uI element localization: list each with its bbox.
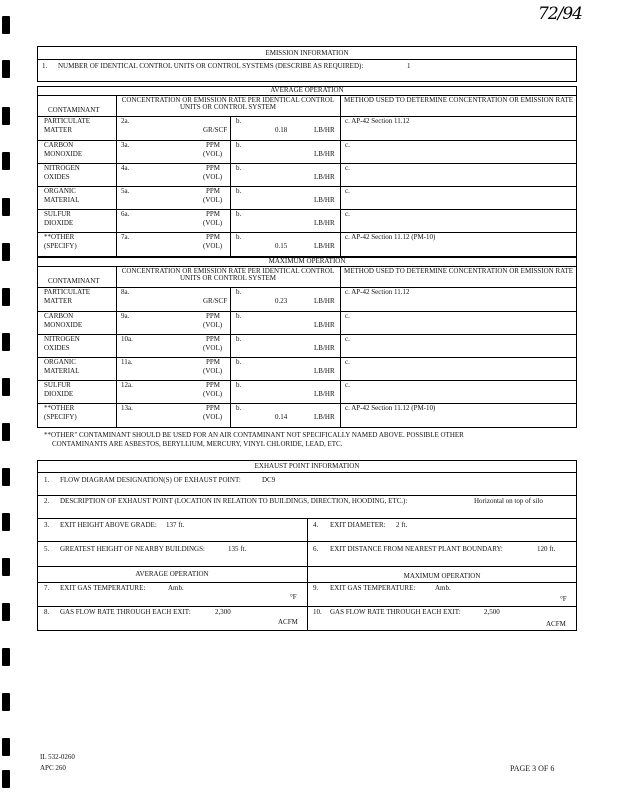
maximum-concentration-item: 8a. xyxy=(121,288,130,296)
average-emission-rate-item: b. xyxy=(236,233,242,241)
average-emission-rate-unit: LB/HR xyxy=(314,196,335,204)
average-concentration-item: 5a. xyxy=(121,187,130,195)
exhaust-q5-num: 5. xyxy=(44,545,50,553)
average-emission-rate-unit: LB/HR xyxy=(314,242,335,250)
binder-mark xyxy=(2,770,10,788)
exhaust-q4-label: EXIT DIAMETER: xyxy=(330,521,386,529)
average-contaminant-line2: MONOXIDE xyxy=(44,150,83,158)
binder-mark xyxy=(2,107,10,125)
maximum-contaminant-line1: **OTHER xyxy=(44,404,75,412)
average-method-text[interactable]: c. xyxy=(345,141,350,149)
exhaust-q3-value[interactable]: 137 ft. xyxy=(166,521,185,529)
emission-q1-label: NUMBER OF IDENTICAL CONTROL UNITS OR CONTROL SYSTEMS (DESCRIBE AS REQUIRED): xyxy=(58,62,364,70)
average-emission-rate-unit: LB/HR xyxy=(314,219,335,227)
binder-mark xyxy=(2,333,10,351)
exhaust-q1-num: 1. xyxy=(44,476,50,484)
average-title: AVERAGE OPERATION xyxy=(270,86,344,94)
average-concentration-item: 7a. xyxy=(121,233,130,241)
average-contaminant-line1: SULFUR xyxy=(44,210,71,218)
average-emission-rate-unit: LB/HR xyxy=(314,150,335,158)
maximum-concentration-unit-line2: GR/SCF xyxy=(203,297,228,305)
average-concentration-item: 4a. xyxy=(121,164,130,172)
exhaust-q9-num: 9. xyxy=(313,584,319,592)
exhaust-q10-num: 10. xyxy=(313,608,322,616)
maximum-emission-rate-item: b. xyxy=(236,404,242,412)
maximum-col-contaminant: CONTAMINANT xyxy=(48,277,100,285)
maximum-concentration-unit-line1: PPM xyxy=(206,381,221,389)
handwritten-page-note: 72/94 xyxy=(538,4,582,24)
binder-mark xyxy=(2,693,10,711)
binder-mark xyxy=(2,468,10,486)
binder-mark xyxy=(2,603,10,621)
binder-mark xyxy=(2,738,10,756)
average-contaminant-line1: NITROGEN xyxy=(44,164,80,172)
average-concentration-unit-line2: (VOL) xyxy=(203,242,223,250)
exhaust-q10-value[interactable]: 2,500 xyxy=(484,608,500,616)
average-method-text[interactable]: c. xyxy=(345,187,350,195)
maximum-method-text[interactable]: c. xyxy=(345,358,350,366)
average-contaminant-line1: CARBON xyxy=(44,141,74,149)
average-contaminant-line1: PARTICULATE xyxy=(44,117,90,125)
exhaust-q3-label: EXIT HEIGHT ABOVE GRADE: xyxy=(60,521,157,529)
maximum-concentration-unit-line1: PPM xyxy=(206,335,221,343)
average-concentration-unit-line2: (VOL) xyxy=(203,173,223,181)
maximum-emission-rate-unit: LB/HR xyxy=(314,390,335,398)
exhaust-q5-value[interactable]: 135 ft. xyxy=(228,545,247,553)
maximum-col-method: METHOD USED TO DETERMINE CONCENTRATION OR EMISSION RATE xyxy=(344,267,573,275)
exhaust-q4-num: 4. xyxy=(313,521,319,529)
maximum-concentration-unit-line2: (VOL) xyxy=(203,344,223,352)
average-contaminant-line2: DIOXIDE xyxy=(44,219,74,227)
maximum-method-text[interactable]: c. xyxy=(345,312,350,320)
average-emission-rate-unit: LB/HR xyxy=(314,126,335,134)
exhaust-q7-label: EXIT GAS TEMPERATURE: xyxy=(60,584,146,592)
maximum-method-text[interactable]: c. xyxy=(345,335,350,343)
average-col-method: METHOD USED TO DETERMINE CONCENTRATION OR EMISSION RATE xyxy=(344,96,573,104)
binder-mark xyxy=(2,198,10,216)
exhaust-title: EXHAUST POINT INFORMATION xyxy=(254,462,360,470)
binder-mark xyxy=(2,16,10,34)
maximum-concentration-unit-line2: (VOL) xyxy=(203,367,223,375)
maximum-col-concentration: CONCENTRATION OR EMISSION RATE PER IDENTICAL CONTROL UNITS OR CONTROL SYSTEM xyxy=(121,267,335,283)
maximum-concentration-unit-line2: (VOL) xyxy=(203,413,223,421)
emission-q1-num: 1. xyxy=(42,62,48,70)
average-concentration-unit-line1: PPM xyxy=(206,164,221,172)
average-concentration-unit-line1: PPM xyxy=(206,141,221,149)
maximum-method-text[interactable]: c. AP-42 Section 11.12 (PM-10) xyxy=(345,404,436,412)
average-concentration-item: 6a. xyxy=(121,210,130,218)
average-contaminant-line2: MATTER xyxy=(44,126,72,134)
maximum-emission-rate-item: b. xyxy=(236,312,242,320)
exhaust-q8-unit: ACFM xyxy=(278,618,298,626)
maximum-emission-rate-value[interactable]: 0.14 xyxy=(275,413,288,421)
average-col-contaminant: CONTAMINANT xyxy=(48,106,100,114)
maximum-concentration-item: 11a. xyxy=(121,358,133,366)
exhaust-q6-num: 6. xyxy=(313,545,319,553)
average-method-text[interactable]: c. xyxy=(345,164,350,172)
maximum-contaminant-line2: (SPECIFY) xyxy=(44,413,77,421)
average-emission-rate-unit: LB/HR xyxy=(314,173,335,181)
maximum-emission-rate-item: b. xyxy=(236,381,242,389)
average-concentration-unit-line2: (VOL) xyxy=(203,219,223,227)
exhaust-q6-label: EXIT DISTANCE FROM NEAREST PLANT BOUNDARY: xyxy=(330,545,503,553)
maximum-contaminant-line1: ORGANIC xyxy=(44,358,76,366)
binder-mark xyxy=(2,288,10,306)
average-contaminant-line2: OXIDES xyxy=(44,173,70,181)
maximum-emission-rate-unit: LB/HR xyxy=(314,297,335,305)
maximum-contaminant-line1: NITROGEN xyxy=(44,335,80,343)
exhaust-q10-unit: ACFM xyxy=(546,620,566,628)
maximum-concentration-unit-line2: (VOL) xyxy=(203,390,223,398)
exhaust-q6-value[interactable]: 120 ft. xyxy=(537,545,556,553)
maximum-emission-rate-unit: LB/HR xyxy=(314,367,335,375)
exhaust-q8-num: 8. xyxy=(44,608,50,616)
average-concentration-unit-line1: PPM xyxy=(206,210,221,218)
maximum-method-text[interactable]: c. xyxy=(345,381,350,389)
average-concentration-unit-line1: PPM xyxy=(206,233,221,241)
average-concentration-unit-line2: (VOL) xyxy=(203,196,223,204)
maximum-concentration-unit-line2: (VOL) xyxy=(203,321,223,329)
maximum-emission-rate-item: b. xyxy=(236,358,242,366)
average-concentration-unit-line1: PPM xyxy=(206,187,221,195)
other-contaminant-note-line1: **OTHER" CONTAMINANT SHOULD BE USED FOR AN AIR CONTAMINANT NOT SPECIFICALLY NAMED ABOVE. POSSIBLE OTHER xyxy=(44,431,464,439)
exhaust-q1-label: FLOW DIAGRAM DESIGNATION(S) OF EXHAUST POINT: xyxy=(60,476,241,484)
maximum-emission-rate-unit: LB/HR xyxy=(314,321,335,329)
exhaust-q7-value[interactable]: Amb. xyxy=(168,584,184,592)
emission-q1-value[interactable]: 1 xyxy=(407,62,411,70)
maximum-contaminant-line2: MATTER xyxy=(44,297,72,305)
maximum-contaminant-line1: PARTICULATE xyxy=(44,288,90,296)
average-contaminant-line1: **OTHER xyxy=(44,233,75,241)
average-emission-rate-item: b. xyxy=(236,117,242,125)
average-col-concentration: CONCENTRATION OR EMISSION RATE PER IDENTICAL CONTROL UNITS OR CONTROL SYSTEM xyxy=(121,96,335,112)
exhaust-q2-value[interactable]: Horizontal on top of silo xyxy=(474,497,543,505)
binder-mark xyxy=(2,423,10,441)
exhaust-maximum-title: MAXIMUM OPERATION xyxy=(403,572,481,580)
maximum-emission-rate-item: b. xyxy=(236,288,242,296)
binder-mark xyxy=(2,243,10,261)
maximum-emission-rate-unit: LB/HR xyxy=(314,344,335,352)
maximum-emission-rate-value[interactable]: 0.23 xyxy=(275,297,288,305)
maximum-emission-rate-item: b. xyxy=(236,335,242,343)
maximum-concentration-item: 13a. xyxy=(121,404,133,412)
average-method-text[interactable]: c. AP-42 Section 11.12 (PM-10) xyxy=(345,233,436,241)
average-concentration-unit-line2: (VOL) xyxy=(203,150,223,158)
average-emission-rate-item: b. xyxy=(236,210,242,218)
binder-mark xyxy=(2,60,10,78)
binder-mark xyxy=(2,558,10,576)
average-emission-rate-item: b. xyxy=(236,164,242,172)
other-contaminant-note-line2: CONTAMINANTS ARE ASBESTOS, BERYLLIUM, MERCURY, VINYL CHLORIDE, LEAD, ETC. xyxy=(52,440,343,448)
average-concentration-unit-line2: GR/SCF xyxy=(203,126,228,134)
average-emission-rate-value[interactable]: 0.18 xyxy=(275,126,288,134)
form-code: APC 260 xyxy=(40,764,66,772)
average-emission-rate-item: b. xyxy=(236,141,242,149)
exhaust-q3-num: 3. xyxy=(44,521,50,529)
exhaust-q2-label: DESCRIPTION OF EXHAUST POINT (LOCATION IN RELATION TO BUILDINGS, DIRECTION, HOODING, ETC.): xyxy=(60,497,408,505)
maximum-concentration-unit-line1: PPM xyxy=(206,358,221,366)
maximum-emission-rate-unit: LB/HR xyxy=(314,413,335,421)
exhaust-q8-value[interactable]: 2,300 xyxy=(215,608,231,616)
binder-mark xyxy=(2,378,10,396)
average-contaminant-line2: (SPECIFY) xyxy=(44,242,77,250)
maximum-contaminant-line2: OXIDES xyxy=(44,344,70,352)
maximum-concentration-unit-line1: PPM xyxy=(206,404,221,412)
exhaust-q2-num: 2. xyxy=(44,497,50,505)
binder-mark xyxy=(2,513,10,531)
maximum-contaminant-line2: DIOXIDE xyxy=(44,390,74,398)
exhaust-q1-value[interactable]: DC9 xyxy=(262,476,276,484)
exhaust-q9-label: EXIT GAS TEMPERATURE: xyxy=(330,584,416,592)
average-method-text[interactable]: c. xyxy=(345,210,350,218)
exhaust-q4-value[interactable]: 2 ft. xyxy=(396,521,408,529)
average-emission-rate-value[interactable]: 0.15 xyxy=(275,242,288,250)
exhaust-q7-num: 7. xyxy=(44,584,50,592)
maximum-contaminant-line1: CARBON xyxy=(44,312,74,320)
maximum-title: MAXIMUM OPERATION xyxy=(268,257,346,265)
form-id: IL 532-0260 xyxy=(40,753,75,761)
emission-title: EMISSION INFORMATION xyxy=(265,49,349,57)
average-emission-rate-item: b. xyxy=(236,187,242,195)
maximum-method-text[interactable]: c. AP-42 Section 11.12 xyxy=(345,288,410,296)
maximum-contaminant-line1: SULFUR xyxy=(44,381,71,389)
maximum-contaminant-line2: MONOXIDE xyxy=(44,321,83,329)
average-contaminant-line1: ORGANIC xyxy=(44,187,76,195)
maximum-concentration-item: 10a. xyxy=(121,335,133,343)
binder-mark xyxy=(2,648,10,666)
maximum-concentration-unit-line1: PPM xyxy=(206,312,221,320)
average-contaminant-line2: MATERIAL xyxy=(44,196,80,204)
exhaust-q8-label: GAS FLOW RATE THROUGH EACH EXIT: xyxy=(60,608,191,616)
exhaust-q5-label: GREATEST HEIGHT OF NEARBY BUILDINGS: xyxy=(60,545,205,553)
maximum-concentration-item: 12a. xyxy=(121,381,133,389)
exhaust-average-title: AVERAGE OPERATION xyxy=(135,570,209,578)
binder-mark xyxy=(2,152,10,170)
average-method-text[interactable]: c. AP-42 Section 11.12 xyxy=(345,117,410,125)
average-concentration-item: 3a. xyxy=(121,141,130,149)
maximum-contaminant-line2: MATERIAL xyxy=(44,367,80,375)
exhaust-q7-unit: °F xyxy=(290,593,297,601)
maximum-concentration-item: 9a. xyxy=(121,312,130,320)
average-concentration-item: 2a. xyxy=(121,117,130,125)
exhaust-q9-unit: °F xyxy=(560,595,567,603)
exhaust-q10-label: GAS FLOW RATE THROUGH EACH EXIT: xyxy=(330,608,461,616)
page-number: PAGE 3 OF 6 xyxy=(510,764,555,773)
exhaust-q9-value[interactable]: Amb. xyxy=(435,584,451,592)
